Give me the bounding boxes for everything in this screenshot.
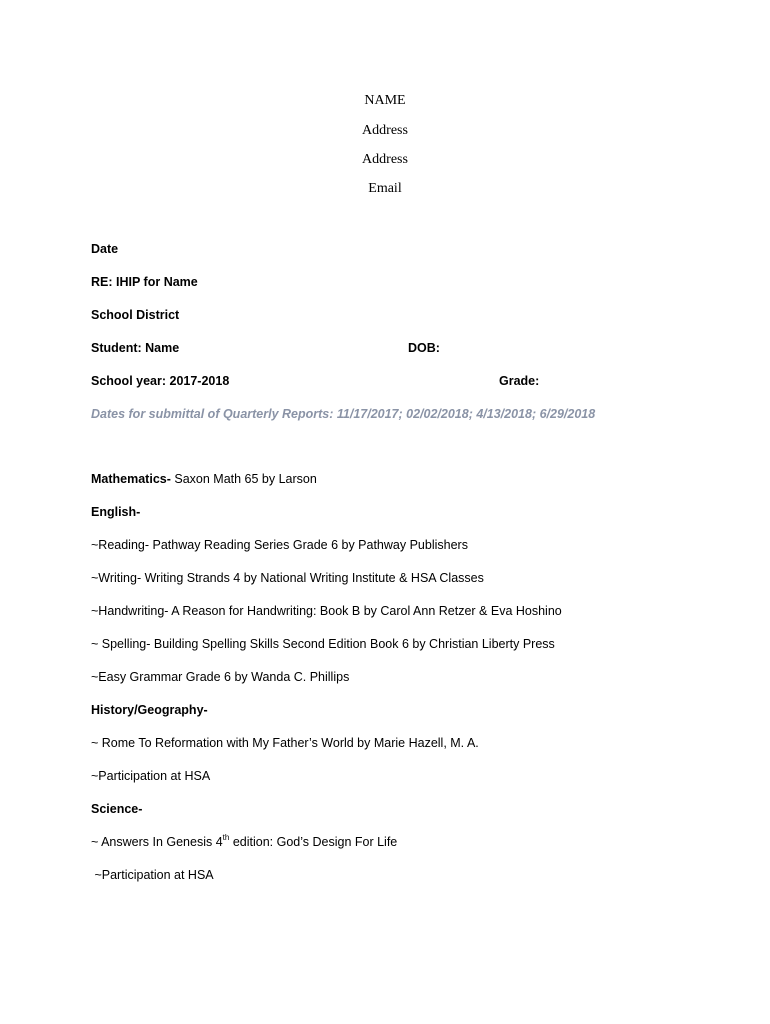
science-item-curriculum [91,835,397,849]
math-text: Saxon Math 65 by Larson [170,472,317,486]
quarterly-dates-note: Dates for submittal of Quarterly Reports: 11/17/2017; 02/02/2018; 4/13/2018; 6/29/2018 [91,407,596,421]
header-address-1: Address [362,123,408,138]
science-item-text-pre: ~ Answers In Genesis 4 [91,835,223,849]
date-line: Date [91,242,119,256]
english-item-handwriting: ~Handwriting- A Reason for Handwriting: Book B by Carol Ann Retzer & Eva Hoshino [91,604,562,618]
history-label: History/Geography- [91,703,208,717]
history-item-curriculum: ~ Rome To Reformation with My Father’s World by Marie Hazell, M. A. [91,736,479,750]
grade-label: Grade: [499,374,540,388]
science-item-ordinal: th [222,833,230,842]
school-year-line: School year: 2017-2018 [91,374,230,388]
history-item-participation: ~Participation at HSA [91,769,211,783]
english-item-writing: ~Writing- Writing Strands 4 by National Writing Institute & HSA Classes [91,571,484,585]
re-line: RE: IHIP for Name [91,275,198,289]
english-item-grammar: ~Easy Grammar Grade 6 by Wanda C. Phillips [91,670,350,684]
header-email: Email [368,181,402,196]
student-line: Student: Name [91,341,180,355]
science-item-text-post: edition: God’s Design For Life [229,835,398,849]
science-item-participation: ~Participation at HSA [91,868,214,882]
english-item-spelling: ~ Spelling- Building Spelling Skills Second Edition Book 6 by Christian Liberty Press [91,637,555,651]
math-line [91,472,317,486]
science-label: Science- [91,802,143,816]
header-name: NAME [364,93,406,108]
math-label: Mathematics- [91,472,171,486]
dob-label: DOB: [408,341,440,355]
english-label: English- [91,505,141,519]
header-address-2: Address [362,152,408,167]
school-district-line: School District [91,308,180,322]
english-item-reading: ~Reading- Pathway Reading Series Grade 6 by Pathway Publishers [91,538,468,552]
